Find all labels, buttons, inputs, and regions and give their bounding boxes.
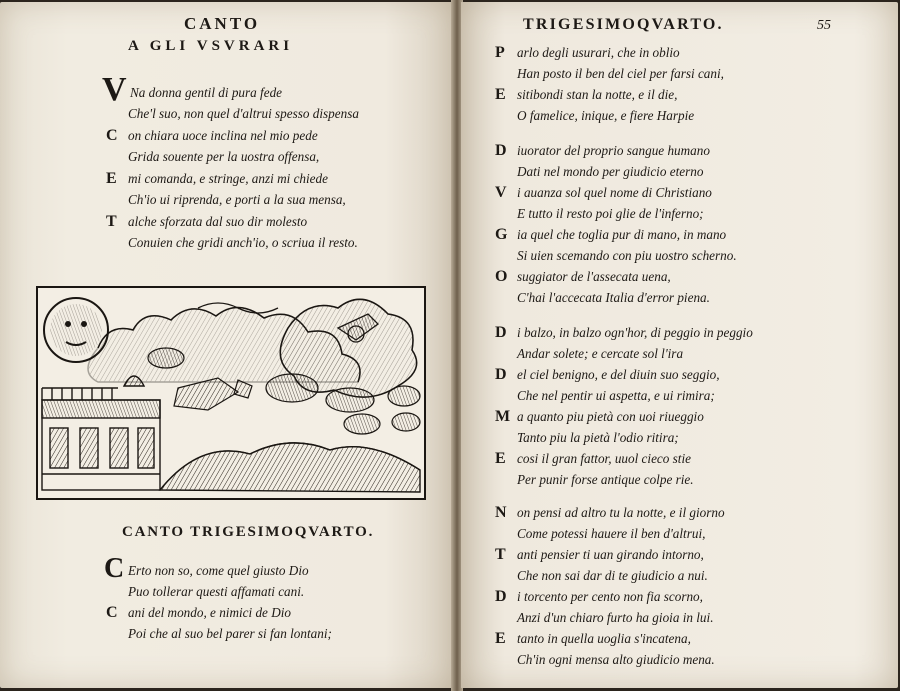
verse-line [495, 544, 708, 565]
verse-text: cosi il gran fattor, uuol cieco stie [517, 451, 691, 466]
verse-text: Erto non so, come quel giusto Dio [128, 563, 309, 578]
woodcut-illustration [36, 286, 426, 500]
verse-line [495, 364, 720, 385]
verse-text: mi comanda, e stringe, anzi mi chiede [128, 171, 328, 186]
verse-line: C'hai l'accecata Italia d'error piena. [517, 290, 710, 306]
verse-initial: D [495, 366, 507, 383]
verse-line [495, 322, 753, 343]
right-stanza-11 [495, 502, 725, 545]
verse-line: Come potessi hauere il ben d'altrui, [517, 526, 706, 542]
verse-line: Si uien scemando con piu uostro scherno. [517, 248, 737, 264]
verse-line: Che'l suo, non quel d'altrui spesso dispensa [128, 106, 359, 122]
right-stanza-8 [495, 364, 720, 407]
verse-initial: V [495, 184, 507, 201]
verse-text: arlo degli usurari, che in oblio [517, 45, 680, 60]
left-stanza-6 [106, 602, 332, 645]
verse-text: on chiara uoce inclina nel mio pede [128, 128, 318, 143]
verse-text: i torcento per cento non fia scorno, [517, 589, 703, 604]
verse-initial: E [495, 450, 506, 467]
verse-line [495, 448, 694, 469]
verse-line [106, 125, 319, 146]
verse-line [495, 628, 715, 649]
verse-line [106, 168, 346, 189]
verse-text: alche sforzata dal suo dir molesto [128, 214, 308, 229]
left-header-canto: CANTO [184, 14, 261, 33]
left-stanza-4 [106, 211, 358, 254]
verse-initial: E [495, 86, 506, 103]
verse-text: a quanto piu pietà con uoi riueggio [517, 409, 704, 424]
verse-line [495, 266, 710, 287]
verse-initial: N [495, 504, 507, 521]
verse-text: on pensi ad altro tu la notte, e il giorno [517, 505, 725, 520]
verse-line: Che non sai dar di te giudicio a nui. [517, 568, 708, 584]
right-stanza-4 [495, 182, 712, 225]
verse-text: ia quel che toglia pur di mano, in mano [517, 227, 727, 242]
right-stanza-1 [495, 42, 724, 85]
right-stanza-2 [495, 84, 694, 127]
verse-line: Poi che al suo bel parer si fan lontani; [128, 626, 332, 642]
drop-initial: V [102, 71, 127, 108]
verse-initial: T [495, 546, 506, 563]
verse-line [495, 140, 710, 161]
left-page [0, 2, 453, 688]
page-number: 55 [817, 18, 831, 33]
verse-initial: G [495, 226, 508, 243]
hills-icon [160, 443, 420, 492]
verse-text: Na donna gentil di pura fede [130, 85, 283, 100]
verse-line: Che nel pentir ui aspetta, e ui rimira; [517, 388, 715, 404]
verse-line: Anzi d'un chiaro furto ha gioia in lui. [517, 610, 714, 626]
left-stanza-5 [104, 553, 309, 603]
verse-line [495, 182, 712, 203]
verse-text: iuorator del proprio sangue humano [517, 143, 710, 158]
verse-initial: C [106, 127, 118, 144]
verse-initial: D [495, 324, 507, 341]
verse-text: i auanza sol quel nome di Christiano [517, 185, 712, 200]
verse-text: tanto in quella uoglia s'incatena, [517, 631, 691, 646]
verse-line: Grida souente per la uostra offensa, [128, 149, 320, 165]
verse-line: O famelice, inique, e fiere Harpie [517, 108, 695, 124]
right-stanza-9 [495, 406, 704, 449]
verse-line: Ch'in ogni mensa alto giudicio mena. [517, 652, 715, 668]
verse-line: Andar solete; e cercate sol l'ira [517, 346, 684, 362]
verse-initial: O [495, 268, 508, 285]
woodcut-drawing [38, 288, 424, 498]
right-header: TRIGESIMOQVARTO. [523, 16, 724, 33]
right-stanza-10 [495, 448, 694, 491]
left-stanza-1 [102, 71, 359, 125]
right-stanza-5 [495, 224, 737, 267]
verse-line [106, 211, 358, 232]
verse-initial: E [106, 170, 117, 187]
verse-text: suggiator de l'assecata uena, [517, 269, 671, 284]
verse-text: el ciel benigno, e del diuin suo seggio, [517, 367, 720, 382]
right-stanza-13 [495, 586, 714, 629]
right-stanza-7 [495, 322, 753, 365]
verse-line [495, 84, 694, 105]
verse-line: E tutto il resto poi glie de l'inferno; [517, 206, 704, 222]
verse-line [495, 502, 725, 523]
verse-line: Per punir forse antique colpe rie. [517, 472, 694, 488]
verse-line [495, 586, 714, 607]
verse-initial: M [495, 408, 511, 425]
verse-line: Tanto piu la pietà l'odio ritira; [517, 430, 679, 446]
left-stanza-2 [106, 125, 319, 168]
verse-initial: D [495, 588, 507, 605]
falling-figure-icon [174, 378, 252, 410]
right-stanza-14 [495, 628, 715, 671]
verse-line [104, 553, 309, 584]
verse-initial: C [106, 604, 118, 621]
verse-line [106, 602, 332, 623]
verse-text: anti pensier ti uan girando intorno, [517, 547, 704, 562]
right-page [461, 2, 898, 688]
verse-text: i balzo, in balzo ogn'hor, di peggio in peggio [517, 325, 753, 340]
section-title: CANTO TRIGESIMOQVARTO. [122, 524, 375, 540]
left-header-subtitle: A GLI VSVRARI [128, 38, 294, 54]
verse-line [495, 224, 737, 245]
drop-initial: C [104, 553, 125, 584]
verse-initial: E [495, 630, 506, 647]
verse-initial: P [495, 44, 505, 61]
verse-line: Puo tollerar questi affamati cani. [128, 584, 305, 600]
right-stanza-6 [495, 266, 710, 309]
right-stanza-3 [495, 140, 710, 183]
verse-line: Ch'io ui riprenda, e porti a la sua mensa, [128, 192, 346, 208]
verse-line [495, 406, 704, 427]
verse-text: sitibondi stan la notte, e il die, [517, 87, 678, 102]
verse-line: Dati nel mondo per giudicio eterno [517, 164, 704, 180]
building-icon [42, 376, 160, 490]
verse-line: Han posto il ben del ciel per farsi cani, [517, 66, 724, 82]
verse-line [495, 42, 724, 63]
verse-line: Conuien che gridi anch'io, o scriua il resto. [128, 235, 358, 251]
verse-text: ani del mondo, e nimici de Dio [128, 605, 291, 620]
verse-line [102, 71, 359, 108]
verse-initial: T [106, 213, 117, 230]
right-stanza-12 [495, 544, 708, 587]
left-stanza-3 [106, 168, 346, 211]
verse-initial: D [495, 142, 507, 159]
